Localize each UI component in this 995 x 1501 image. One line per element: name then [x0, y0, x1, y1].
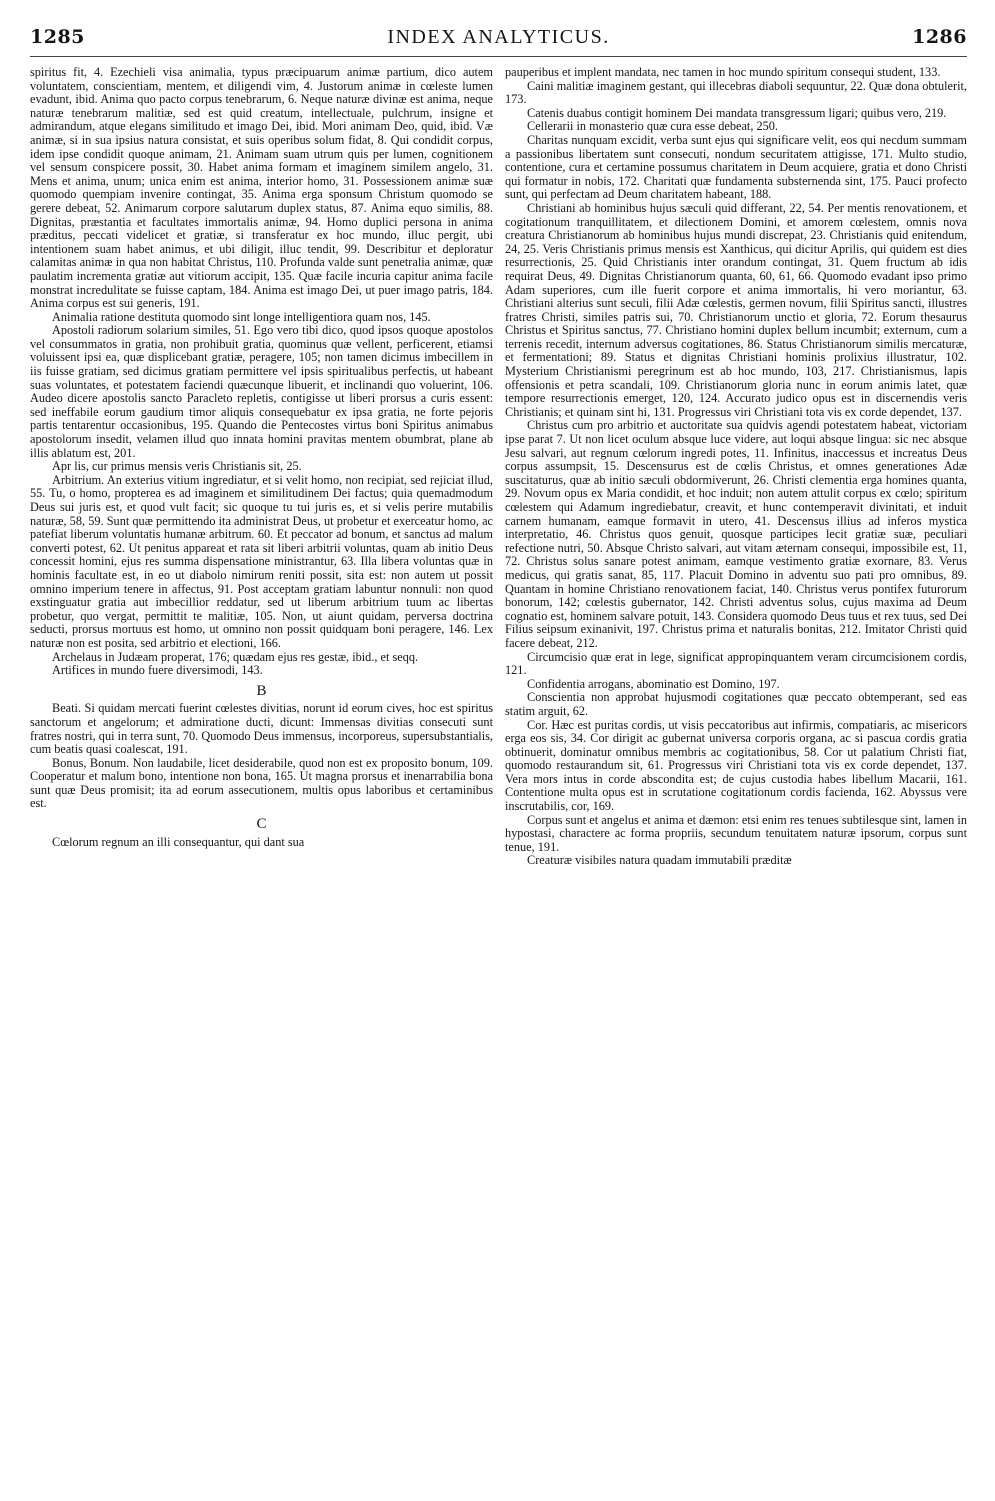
- index-entry: Creaturæ visibiles natura quadam immutabili præditæ: [527, 853, 792, 868]
- index-entry: Caini malitiæ imaginem gestant, qui illecebras diaboli sequuntur, 22. Quæ dona obtulerit, 173.: [505, 78, 967, 107]
- index-entry: Animalia ratione destituta quomodo sint longe intelligentiora quam nos, 145.: [52, 309, 431, 324]
- index-entry: Confidentia arrogans, abominatio est Domino, 197.: [527, 676, 780, 691]
- left-column: [30, 66, 493, 849]
- index-entry: Cœlorum regnum an illi consequantur, qui dant sua: [52, 834, 305, 849]
- index-entry: Catenis duabus contigit hominem Dei mandata transgressum ligari; quibus vero, 219.: [527, 105, 947, 120]
- index-entry: Beati. Si quidam mercati fuerint cœlestes divitias, norunt id eorum cives, hoc est spiritus sanctorum et angelorum; et admiratione ducti, dicunt: Immensas divitias consecuti sunt fratres nostri, qui in terra sunt, 70. Quomodo Deus immensus, incorporeus, supersubstantialis, cum beatis quasi coalescat, 191.: [30, 701, 493, 757]
- index-entry: pauperibus et implent mandata, nec tamen in hoc mundo spiritum consequi student, 133.: [505, 65, 941, 79]
- section-letter-c: C: [256, 816, 267, 833]
- index-entry: Christiani ab hominibus hujus sæculi quid differant, 22, 54. Per mentis renovationem, et cogitationum tranquillitatem, et dilectionem Domini, et amorem cœlestem, omnis nova creatura Christianorum ab hominibus hujus mundi discrepat, 23. Christianis quid enitendum, 24, 25. Veris Christianis primus mensis est Xanthicus, qui dicitur Aprilis, qui quidem est dies resurrectionis, 25. Quid Christianis inter orandum contingat, 31. Quem fructum ab idis requirat Deus, 49. Dignitas Christianorum quanta, 60, 61, 66. Quomodo evadant ipso primo Adam superiores, cum ille fuerit corpore et anima immortalis, hi vero moriantur, 63. Christiani alterius sunt seculi, filii Adæ cœlestis, germen novum, filii Spiritus sancti, illustres fratres Christi, similes patris sui, 70. Christianorum unctio et gloria, 72. Eorum thesaurus Christus et Spiritus sanctus, 77. Christiano homini duplex bellum incumbit; externum, cum a terrenis recedit, internum adversus cogitationes, 86. Status Christianorum similis mercaturæ, et fermentationi; 89. Status et dignitas Christiani hominis prolixius illustratur, 102. Mysterium Christianismi peregrinum est ab hoc mundo, 103, 217. Christianismus, lapis offensionis et petra scandali, 109. Christianorum gloria nunc in eorum animis latet, quæ tempore resurrectionis emerget, 120, 124. Accurato judico opus est in discernendis veris Christianis; et quinam sint hi, 131. Progressus viri Christiani tota vis ex corde dependet, 137.: [505, 200, 967, 419]
- index-entry: spiritus fit, 4. Ezechieli visa animalia, typus præcipuarum animæ partium, dico autem voluntatem, conscientiam, mentem, et diligendi vim, 4. Justorum animæ in cœleste lumen evadunt, ibid. Anima quo pacto corpus tenebrarum, 6. Neque naturæ divinæ est anima, neque naturæ tenebrarum malitiæ, sed est quid creatum, intellectuale, pulchrum, insigne et admirandum, atque elegans similitudo et imago Dei, ibid. Mori animam Deo, quid, ibid. Væ animæ, si in sua ipsius natura consistat, et suis operibus solum fidat, 8. Qui condidit corpus, idem ipse condidit quoque animam, 21. Animam suam utrum quis per lumen, cognitionem vel sensum conspicere possit, 30. Habet anima formam et imaginem similem angelo, 31. Mens et anima, unum; unica enim est anima, interior homo, 31. Possessionem animæ suæ quomodo quempiam invenire contingat, 35. Anima erga sponsum Christum quomodo se gerere debeat, 52. Animarum corpore salutarum duplex status, 87. Anima equo similis, 88. Dignitas, præstantia et facultates immortalis animæ, 94. Homo duplici persona in anima præditus, peccati videlicet et gratiæ, si transferatur ex hoc mundo, illuc pergit, ubi intentionem suam habet animus, et ubi diligit, illuc tendit, 99. Describitur et deploratur calamitas animæ in qua non habitat Christus, 110. Profunda valde sunt penetralia animæ, quæ paulatim incrementa gratiæ aut vitiorum accipit, 135. Quæ facile incuria capitur anima facile monstrat incredulitate se fuisse captam, 184. Anima est imago Dei, ut puer imago patris, 184. Anima corpus est sui generis, 191.: [30, 65, 493, 311]
- page-header: [30, 26, 967, 56]
- index-entry: Apr lis, cur primus mensis veris Christianis sit, 25.: [52, 459, 302, 474]
- header-rule: [30, 56, 967, 57]
- index-entry: Bonus, Bonum. Non laudabile, licet desiderabile, quod non est ex proposito bonum, 109. Cooperatur et malum bono, intentione non bona, 165. Ut magna prorsus et inenarrabilia bona sunt quæ Deus promisit; ita ad eorum assecutionem, multis opus laboribus et certaminibus est.: [30, 755, 493, 811]
- index-entry: Christus cum pro arbitrio et auctoritate sua quidvis agendi potestatem habeat, victoriam ipse parat 7. Ut non licet oculum absque luce videre, aut loqui absque lingua: sic nec absque Jesu salvari, aut regnum cœlorum ingredi potes, 11. Infinitus, inaccessus et increatus Deus corpus assumpsit, 15. Descensurus est de cœlis Christus, et omnes generationes Adæ suscitaturus, quæ ab initio sæculi obdormiverunt, 26. Christi clementia erga homines quanta, 29. Novum opus ex Maria condidit, et hoc induit; non autem attulit corpus ex cœlo; spiritum cœlestem qui Adamum ingrediebatur, creavit, et hunc contemperavit divinitati, et induit carnem humanam, eamque formavit in utero, 41. Descensus illius ad inferos mystica interpretatio, 46. Christus quos genuit, quosque participes lecit gratiæ suæ, peculiari refectione nutri, 50. Absque Christo salvari, aut vitam æternam consequi, impossibile est, 11, 72. Christus solus sanare potest animam, eamque vestimento gratiæ exornare, 83. Verus medicus, qui gratis sanat, 85, 117. Placuit Domino in adventu suo pati pro omnibus, 89. Quantam in homine Christiano renovationem faciat, 140. Christus verus pontifex futurorum bonorum, 142; cœlestis gubernator, 142. Christi adventus solus, cujus maxima ad Deum cognatio est, hominem salvare potuit, 143. Considera quomodo Deus tuus et rex tuus, sed Dei Filius seipsum exinanivit, 197. Christus prima et naturalis bonitas, 212. Imitator Christi quid facere debeat, 212.: [505, 418, 967, 650]
- right-column: [505, 66, 967, 868]
- index-entry: Archelaus in Judæam properat, 176; quædam ejus res gestæ, ibid., et seqq.: [52, 649, 419, 664]
- index-entry: Arbitrium. An exterius vitium ingrediatur, et si velit homo, non recipiat, sed rejiciat illud, 55. Tu, o homo, propterea es ad imaginem et similitudinem Dei factus; quia quemadmodum Deus sui juris est, et quod vult facit; sic quoque tu tui juris es, et si velis perire mutabilis naturæ, 58, 59. Sunt quæ permittendo ita administrat Deus, ut probetur et exerceatur homo, ac patefiat liberum voluntatis humanæ arbitrum. 60. Et peccator ad bonum, et sanctus ad malum converti potest, 62. Ut penitus appareat et rata sit liberi arbitrii voluntas, quam ab initio Deus concessit homini, ejus res summa dispensatione ministrantur, 63. Illa libera voluntas quæ in hominis facultate est, in eo ut diabolo nimirum reniti possit, sita est: non autem ut possit omnino imperium tenere in affectus, 91. Post acceptam gratiam labuntur nonnuli: non quod exstinguatur gratia aut imbecillior reddatur, sed ut liberum arbitrium tuum ac libertas probetur, quo vergat, permittit te malitiæ, 105. Non, ut aiunt quidam, perversa doctrina seducti, prorsus mortuus est homo, ut omnino non possit quidquam boni peragere, 146. Lex naturæ non est posita, sed arbitrio et electioni, 166.: [30, 472, 493, 650]
- index-entry: Circumcisio quæ erat in lege, significat appropinquantem veram circumcisionem cordis, 121.: [505, 649, 967, 678]
- index-entry: Charitas nunquam excidit, verba sunt ejus qui significare velit, eos qui necdum summam a passionibus libertatem sunt consecuti, nondum securitatem attigisse, 171. Multo studio, contentione, cura et certamine possumus charitatem in Deum acquiere, gratia et dono Christi qui formatur in nobis, 172. Charitati quæ fundamenta substernenda sint, 175. Pauci profecto sunt, qui perfectam ad Deum charitatem habeant, 188.: [505, 132, 967, 202]
- page-number-left: 1285: [30, 26, 85, 48]
- page-number-right: 1286: [912, 26, 967, 48]
- running-title: INDEX ANALYTICUS.: [387, 26, 610, 48]
- index-entry: Cor. Hæc est puritas cordis, ut visis peccatoribus aut infirmis, compatiaris, ac misericors erga eos sis, 34. Cor dirigit ac gubernat universa corporis organa, ac si pascua cordis gratia obtinuerit, dominatur omnibus membris ac cogitationibus, 58. Cor ut palatium Christi fiat, quomodo restaurandum sit, 61. Progressus viri Christiani tota vis ex corde dependet, 137. Vera mors intus in corde abscondita est; de cujus custodia habes libellum Macarii, 161. Contentione multa opus est in scrutatione cogitationum cordis facienda, 162. Abyssus vere inscrutabilis, cor, 169.: [505, 717, 967, 814]
- index-entry: Artifices in mundo fuere diversimodi, 143.: [52, 663, 263, 678]
- index-entry: Corpus sunt et angelus et anima et dæmon: etsi enim res tenues subtilesque sint, lamen in hypostasi, charactere ac forma propriis, secundum tenuitatem naturæ ipsorum, corpus sunt tenue, 191.: [505, 812, 967, 854]
- index-entry: Conscientia non approbat hujusmodi cogitationes quæ peccato obtemperant, sed eas statim arguit, 62.: [505, 690, 967, 718]
- index-entry: Cellerarii in monasterio quæ cura esse debeat, 250.: [527, 119, 778, 134]
- section-letter-b: B: [256, 682, 267, 699]
- index-entry: Apostoli radiorum solarium similes, 51. Ego vero tibi dico, quod ipsos quoque apostolos vel consummatos in gratia, non prohibuit gratia, quominus quæ vellent, perficerent, etiamsi voluissent ipsi ea, quæ displicebant gratiæ, peragere, 105; non tamen dicimus imbecillem in iis fuisse gratiam, sed dicimus gratiam permittere vel ipsis spiritualibus perfectis, ut habeant suas voluntates, et potestatem faciendi quæcunque libuerit, et inclinandi quo voluerint, 106. Audeo dicere apostolis sancto Paracleto repletis, contigisse ut liberi prorsus a curis essent: sed ineffabile eorum gaudium timor aliquis consequebatur ex ipsa gratia, ne forte pejoris partis tentarentur occasionibus, 195. Quando die Pentecostes virtus boni Spiritus animabus apostolorum insedit, velamen illud quo innata homini pravitas mentem obumbrat, plane ab illis ablatum est, 201.: [30, 323, 493, 460]
